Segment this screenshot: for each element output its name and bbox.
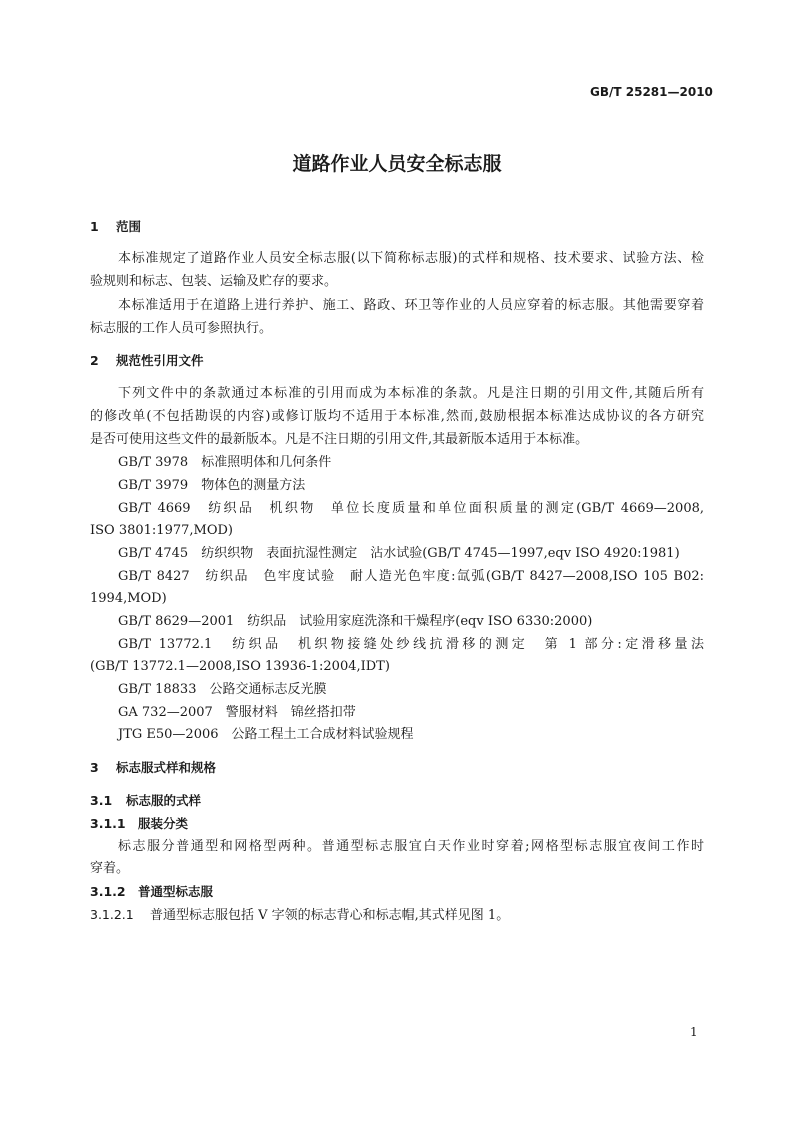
reference-item: GB/T 3978 标准照明体和几何条件 — [118, 455, 332, 470]
reference-item-continued: ISO 3801:1977,MOD) — [90, 523, 233, 538]
subsection-3-1-heading — [90, 791, 201, 811]
subsection-title: 标志服的式样 — [126, 793, 202, 808]
section-3-heading — [90, 758, 216, 778]
subsection-title: 服装分类 — [138, 816, 189, 831]
reference-item: GB/T 4745 纺织织物 表面抗湿性测定 沾水试验(GB/T 4745—1997,eqv ISO 4920:1981) — [118, 546, 680, 561]
section-1-heading — [90, 217, 141, 237]
reference-item: GB/T 13772.1 纺织品 机织物接缝处纱线抗滑移的测定 第 1 部分:定滑移量法 — [118, 637, 704, 652]
page-number: 1 — [690, 1025, 698, 1039]
reference-item: JTG E50—2006 公路工程土工合成材料试验规程 — [118, 727, 414, 742]
reference-item: GB/T 4669 纺织品 机织物 单位长度质量和单位面积质量的测定(GB/T 4669—2008, — [118, 501, 704, 516]
paragraph-line: 本标准规定了道路作业人员安全标志服(以下简称标志服)的式样和规格、技术要求、试验方法、检 — [118, 251, 704, 266]
subsection-number: 3.1.1 — [90, 816, 126, 831]
clause-number: 3.1.2.1 — [90, 907, 134, 922]
paragraph-line: 标志服的工作人员可参照执行。 — [90, 321, 273, 336]
reference-item: GB/T 8629—2001 纺织品 试验用家庭洗涤和干燥程序(eqv ISO 6330:2000) — [118, 614, 593, 629]
section-title: 规范性引用文件 — [116, 353, 204, 368]
subsection-3-1-2-heading — [90, 882, 213, 902]
section-number: 3 — [90, 760, 99, 775]
paragraph-line: 本标准适用于在道路上进行养护、施工、路政、环卫等作业的人员应穿着的标志服。其他需要穿着 — [118, 298, 704, 313]
section-title: 标志服式样和规格 — [116, 760, 217, 775]
subsection-number: 3.1 — [90, 793, 113, 808]
reference-item: GB/T 18833 公路交通标志反光膜 — [118, 682, 327, 697]
reference-item-continued: (GB/T 13772.1—2008,ISO 13936-1:2004,IDT) — [90, 659, 390, 674]
standard-number: GB/T 25281—2010 — [590, 85, 713, 99]
clause-3-1-2-1 — [90, 905, 509, 926]
subsection-3-1-1-heading — [90, 814, 188, 834]
reference-item-continued: 1994,MOD) — [90, 591, 167, 606]
paragraph-line: 验规则和标志、包装、运输及贮存的要求。 — [90, 274, 338, 289]
section-2-heading — [90, 351, 204, 371]
subsection-title: 普通型标志服 — [138, 884, 214, 899]
subsection-number: 3.1.2 — [90, 884, 126, 899]
document-title: 道路作业人员安全标志服 — [292, 153, 502, 175]
reference-item: GA 732—2007 警服材料 锦丝搭扣带 — [118, 705, 356, 720]
paragraph-line: 是否可使用这些文件的最新版本。凡是不注日期的引用文件,其最新版本适用于本标准。 — [90, 432, 589, 447]
paragraph-line: 的修改单(不包括勘误的内容)或修订版均不适用于本标准,然而,鼓励根据本标准达成协议的各方研究 — [90, 409, 704, 424]
section-title: 范围 — [116, 219, 142, 234]
reference-item: GB/T 3979 物体色的测量方法 — [118, 478, 306, 493]
reference-item: GB/T 8427 纺织品 色牢度试验 耐人造光色牢度:氙弧(GB/T 8427—2008,ISO 105 B02: — [118, 569, 704, 584]
paragraph-line: 穿着。 — [90, 861, 130, 876]
clause-text: 普通型标志服包括 V 字领的标志背心和标志帽,其式样见图 1。 — [150, 908, 510, 923]
section-number: 2 — [90, 353, 99, 368]
paragraph-line: 标志服分普通型和网格型两种。普通型标志服宜白天作业时穿着;网格型标志服宜夜间工作时 — [118, 839, 704, 854]
section-number: 1 — [90, 219, 99, 234]
paragraph-line: 下列文件中的条款通过本标准的引用而成为本标准的条款。凡是注日期的引用文件,其随后所有 — [118, 386, 704, 401]
